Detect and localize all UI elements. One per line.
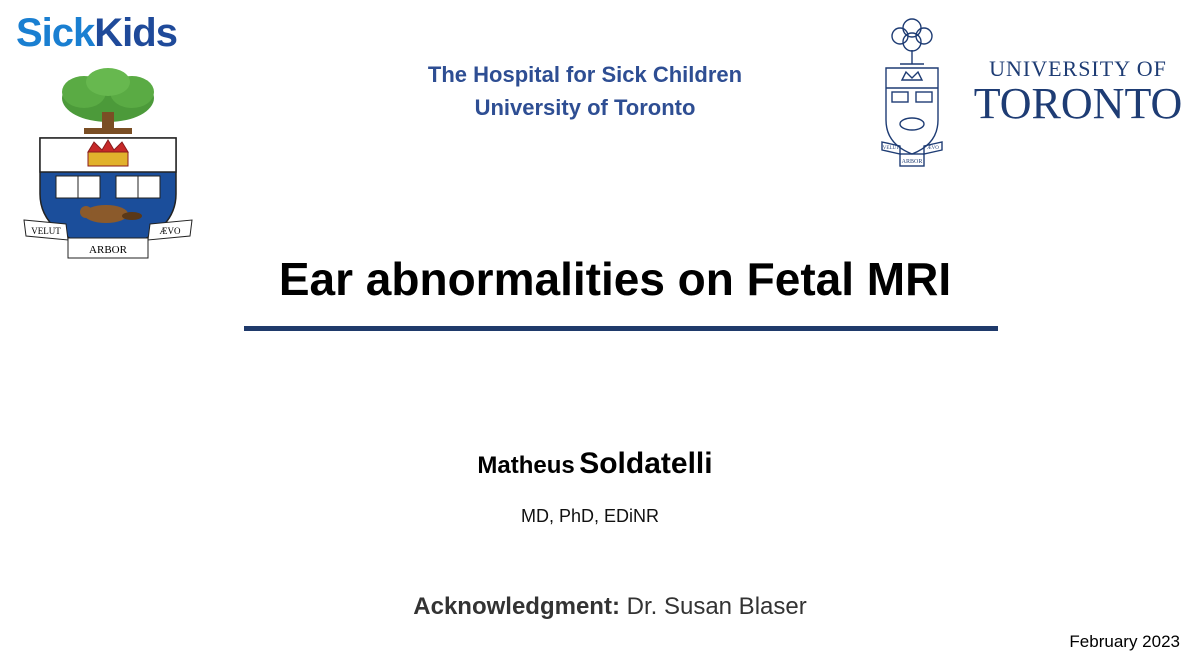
author-last-name: Soldatelli — [579, 447, 713, 480]
author-name — [300, 446, 890, 487]
motto-center-small: ARBOR — [901, 159, 923, 165]
tree-icon — [892, 19, 932, 64]
motto-left: VELUT — [31, 226, 61, 236]
shield-icon — [886, 68, 938, 154]
crown-icon — [902, 72, 922, 80]
book-icon — [892, 92, 908, 102]
institution-header — [360, 58, 810, 124]
slide-title: Ear abnormalities on Fetal MRI — [278, 253, 952, 305]
author-credentials: MD, PhD, EDiNR — [520, 506, 659, 526]
beaver-icon — [900, 118, 924, 130]
motto-right-small: ÆVO — [927, 146, 939, 151]
motto-center: ARBOR — [89, 244, 127, 256]
sickkids-logo-part2: Kids — [94, 11, 177, 55]
sickkids-logo-part1: Sick — [16, 11, 95, 55]
header-line-university: University of Toronto — [474, 95, 696, 120]
author-first-name: Matheus — [477, 452, 575, 479]
uoft-crest-right-logo — [880, 14, 944, 170]
acknowledgment — [290, 590, 930, 624]
title-divider — [244, 326, 998, 331]
acknowledgment-label: Acknowledgment: — [413, 593, 620, 620]
motto-left-small: VELUT — [882, 146, 900, 151]
uoft-wordmark-logo — [962, 56, 1194, 136]
sickkids-logo — [16, 10, 206, 56]
uoft-wordmark-line1: UNIVERSITY OF — [989, 56, 1167, 81]
uoft-wordmark-line2: TORONTO — [973, 79, 1183, 128]
uoft-crest-left-logo — [22, 64, 194, 264]
presentation-date: February 2023 — [1069, 632, 1180, 651]
header-line-hospital: The Hospital for Sick Children — [427, 62, 743, 87]
tree-icon — [62, 68, 154, 134]
acknowledgment-name: Dr. Susan Blaser — [626, 593, 807, 620]
motto-right: ÆVO — [159, 226, 181, 236]
crown-icon — [88, 140, 128, 166]
